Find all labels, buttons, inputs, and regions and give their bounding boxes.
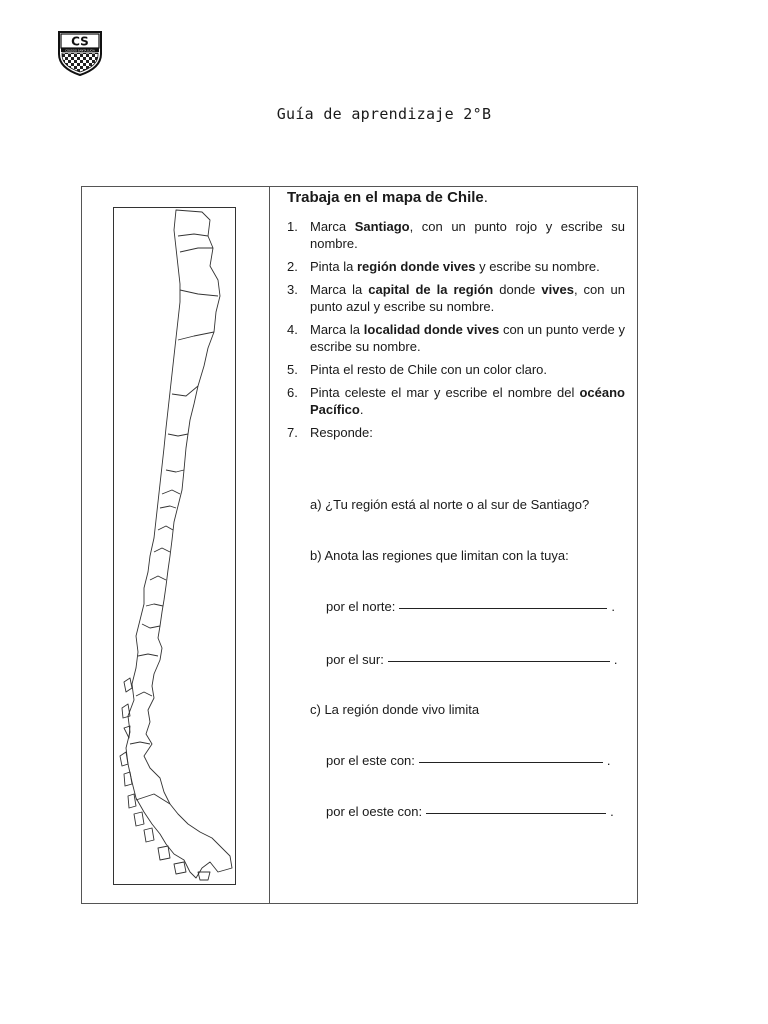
step-number: 1. (287, 219, 298, 234)
worksheet-frame (81, 186, 638, 904)
step-text: Responde: (310, 425, 373, 440)
heading-text: Trabaja en el mapa de Chile (287, 189, 484, 206)
step-text: Pinta celeste el mar y escribe el nombre del (310, 385, 580, 400)
instruction-step (287, 361, 625, 378)
chile-map[interactable] (113, 207, 236, 885)
school-logo (56, 30, 104, 76)
instruction-step (287, 218, 625, 252)
east-answer-line[interactable] (419, 761, 603, 763)
south-end: . (613, 652, 618, 667)
step-emphasis: localidad donde vives (363, 322, 500, 337)
north-end: . (611, 599, 615, 614)
west-end: . (610, 804, 614, 819)
east-end: . (606, 753, 611, 768)
step-text: Pinta la (310, 259, 357, 274)
west-label: por el oeste con: (326, 804, 423, 819)
step-emphasis: vives (541, 282, 574, 297)
step-text: Marca la (310, 322, 364, 337)
logo-subtitle: COLEGIO SANTA LUCIA (65, 49, 95, 53)
step-number: 3. (287, 282, 298, 297)
north-label: por el norte: (326, 599, 396, 614)
step-number: 7. (287, 425, 298, 440)
instructions-panel (287, 189, 625, 447)
step-emphasis: región donde vives (356, 259, 476, 274)
step-emphasis: capital de la región (368, 282, 494, 297)
instruction-step (287, 321, 625, 355)
step-text: y escribe su nombre. (475, 259, 600, 274)
page-title: Guía de aprendizaje 2°B (276, 105, 492, 123)
step-text: . (359, 402, 364, 417)
question-a: a) ¿Tu región está al norte o al sur de Santiago? (310, 497, 590, 512)
step-number: 4. (287, 322, 298, 337)
east-answer-row (326, 753, 611, 768)
logo-text: CS (71, 34, 89, 49)
north-answer-row (326, 599, 615, 614)
step-text: , con un punto azul y escribe su nombre. (310, 282, 625, 314)
step-emphasis: océano Pacífico (310, 385, 625, 417)
instruction-step (287, 424, 625, 441)
column-divider (269, 187, 270, 903)
south-answer-line[interactable] (388, 660, 610, 662)
step-text: donde (493, 282, 542, 297)
west-answer-row (326, 804, 614, 819)
question-c: c) La región donde vivo limita (310, 702, 480, 717)
step-text: Marca la (310, 282, 369, 297)
west-answer-line[interactable] (426, 812, 606, 814)
north-answer-line[interactable] (399, 607, 607, 609)
step-text: con un punto verde y escribe su nombre. (310, 322, 625, 354)
step-text: Pinta el resto de Chile con un color claro. (310, 362, 548, 377)
question-b: b) Anota las regiones que limitan con la tuya: (310, 548, 569, 563)
instructions-heading (287, 189, 625, 206)
step-number: 5. (287, 362, 298, 377)
step-emphasis: Santiago (354, 219, 410, 234)
step-number: 2. (287, 259, 298, 274)
step-text: Marca (310, 219, 355, 234)
heading-end: . (483, 189, 488, 206)
instruction-step (287, 384, 625, 418)
south-answer-row (326, 652, 617, 667)
east-label: por el este con: (326, 753, 415, 768)
instruction-step (287, 258, 625, 275)
chile-outline-icon (114, 208, 235, 884)
step-number: 6. (287, 385, 298, 400)
instruction-list (287, 218, 625, 441)
step-text: , con un punto rojo y escribe su nombre. (310, 219, 625, 251)
instruction-step (287, 281, 625, 315)
south-label: por el sur: (326, 652, 384, 667)
